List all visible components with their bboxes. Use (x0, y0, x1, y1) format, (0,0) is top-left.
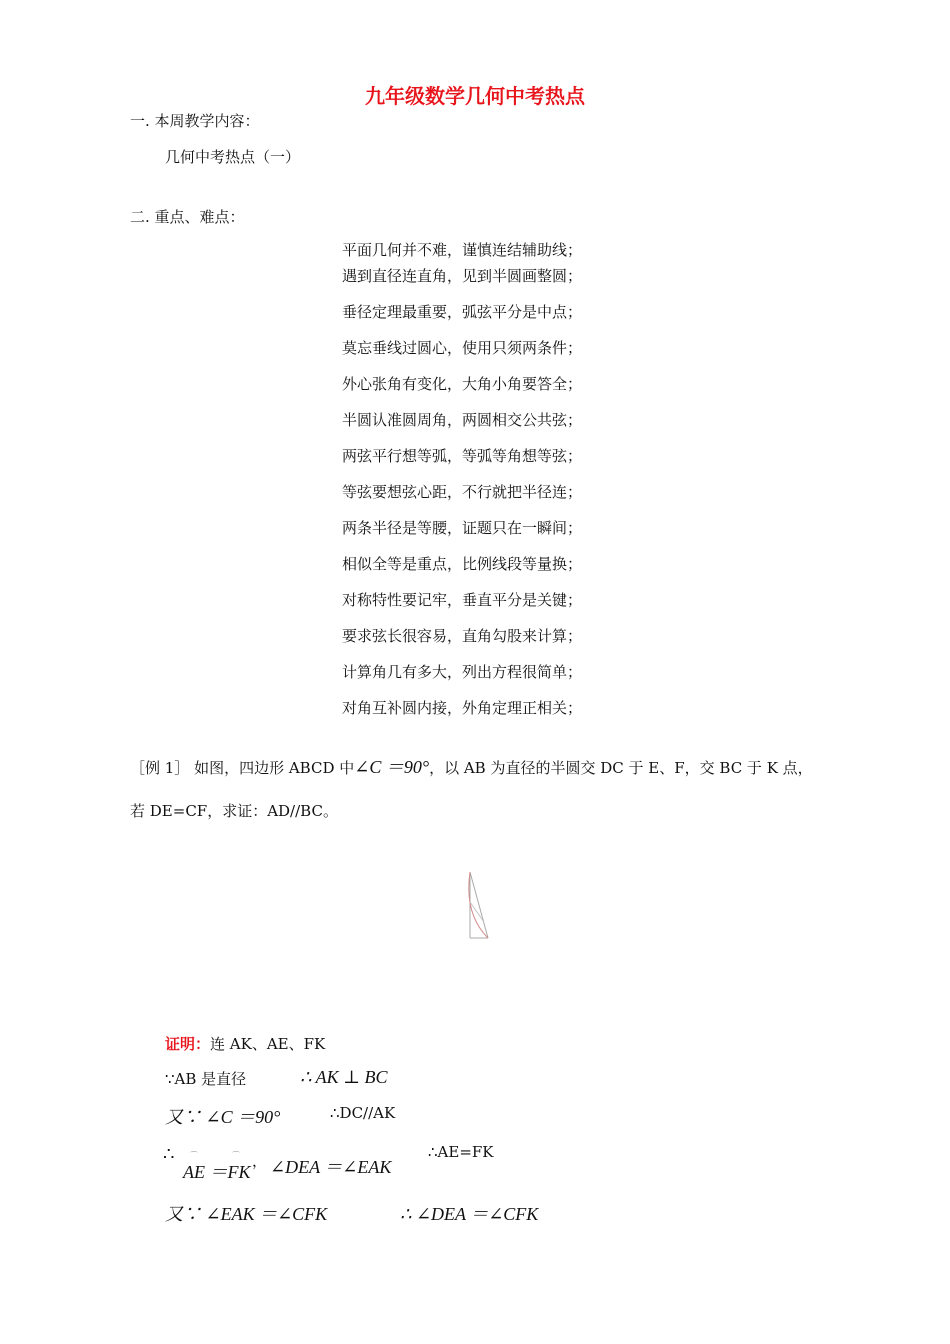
poem-line: 两条半径是等腰，证题只在一瞬间； (342, 519, 583, 537)
poem-line: 外心张角有变化，大角小角要答全； (342, 375, 583, 393)
poem-line: 等弦要想弦心距，不行就把半径连； (342, 483, 583, 501)
section1-heading: 一. 本周教学内容： (130, 112, 260, 130)
section1-content: 几何中考热点（一） (165, 148, 301, 166)
geometry-figure (462, 862, 498, 948)
diameter-ab (470, 872, 488, 938)
poem (342, 239, 582, 733)
angle-dea-eak: ∠DEA ＝∠EAK (270, 1157, 392, 1177)
proof-line1-right: ∴ AK ⊥ BC (300, 1067, 388, 1087)
example-suffix: ，以 AB 为直径的半圆交 DC 于 E、F，交 BC 于 K 点， (429, 759, 813, 777)
page-title: 九年级数学几何中考热点 (365, 84, 585, 108)
proof-line2-left: 又∵ ∠C ＝90° (165, 1107, 281, 1127)
poem-line: 计算角几有多大，列出方程很简单； (342, 663, 583, 681)
therefore-symbol: ∴ (163, 1144, 175, 1165)
section2-heading: 二. 重点、难点： (130, 208, 245, 226)
example-line1 (130, 756, 813, 779)
proof-line0 (165, 1033, 325, 1054)
poem-line: 垂径定理最重要，弧弦平分是中点； (342, 303, 583, 321)
comma: ， (252, 1152, 268, 1170)
example-line2: 若 DE=CF，求证：AD//BC。 (130, 802, 338, 820)
poem-line: 遇到直径连直角，见到半圆画整圆； (342, 267, 583, 285)
poem-line: 对角互补圆内接，外角定理正相关； (342, 699, 583, 717)
poem-line: 相似全等是重点，比例线段等量换； (342, 555, 583, 573)
equal-arcs: AE ＝FK (183, 1162, 251, 1182)
poem-line: 对称特性要记牢，垂直平分是关键； (342, 591, 583, 609)
proof-line4-right: ∴ ∠DEA ＝∠CFK (400, 1204, 539, 1224)
example-angle: ∠C ＝90° (354, 757, 430, 777)
poem-line: 要求弦长很容易，直角勾股来计算； (342, 627, 583, 645)
result-ae-fk: ∴AE=FK (428, 1143, 494, 1161)
arc-mark-fk: ⌒ (232, 1151, 240, 1160)
poem-line: 平面几何并不难，谨慎连结辅助线； (342, 241, 583, 259)
proof-line2-right: ∴DC//AK (330, 1104, 396, 1122)
proof-line4-left: 又∵ ∠EAK ＝∠CFK (165, 1204, 328, 1224)
proof-label: 证明： (165, 1035, 211, 1053)
proof-intro: 连 AK、AE、FK (210, 1035, 326, 1053)
example-prefix: ［例 1］ 如图，四边形 ABCD 中 (130, 759, 355, 777)
poem-line: 半圆认准圆周角，两圆相交公共弦； (342, 411, 583, 429)
poem-line: 两弦平行想等弧，等弧等角想等弦； (342, 447, 583, 465)
proof-line1-left: ∵AB 是直径 (165, 1070, 247, 1088)
arc-mark-ae: ⌒ (190, 1151, 198, 1160)
poem-line: 莫忘垂线过圆心，使用只须两条件； (342, 339, 583, 357)
